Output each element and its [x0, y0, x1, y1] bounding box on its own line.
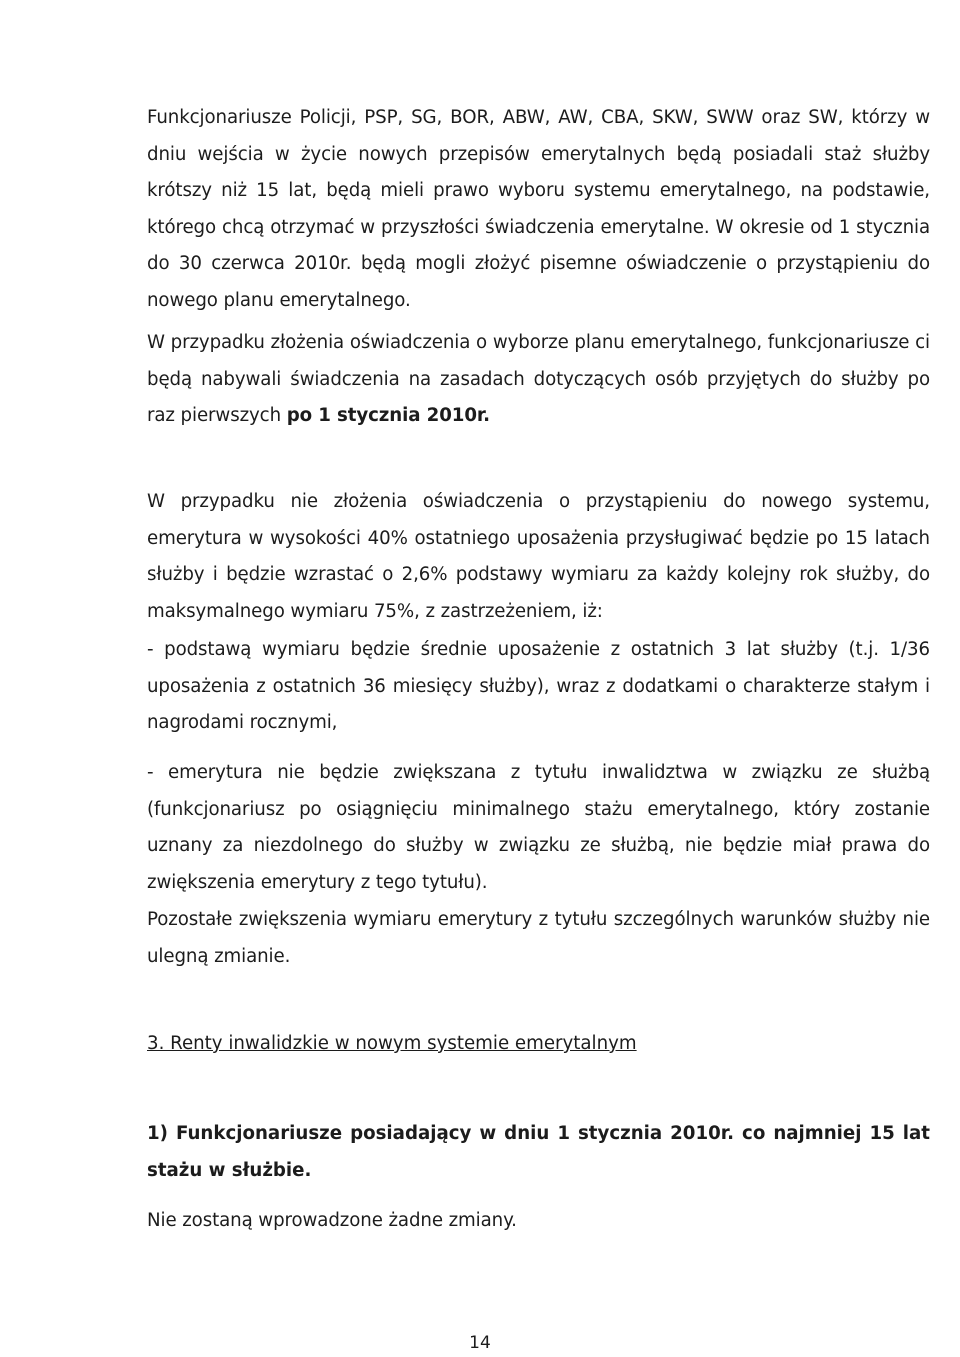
paragraph-choice-text: W przypadku złożenia oświadczenia o wyborze planu emerytalnego, funkcjonariusze ci będą nabywali świadczenia na zasadach dotyczących osób przyjętych do służby po raz pierwszych	[147, 332, 930, 426]
list-item-disability: - emerytura nie będzie zwiększana z tytułu inwalidztwa w związku ze służbą (funkcjonariusz po osiągnięciu minimalnego stażu emerytalnego, który zostanie uznany za niezdolnego do służby w związku ze służbą, nie będzie miał prawa do zwiększenia emerytury z tego tytułu).	[147, 762, 930, 893]
section-heading: 3. Renty inwalidzkie w nowym systemie emerytalnym	[147, 1033, 637, 1054]
paragraph-other-increases: Pozostałe zwiększenia wymiaru emerytury z tytułu szczególnych warunków służby nie ulegną zmianie.	[147, 909, 930, 967]
paragraph-no-declaration: W przypadku nie złożenia oświadczenia o przystąpieniu do nowego systemu, emerytura w wysokości 40% ostatniego uposażenia przysługiwać będzie po 15 latach służby i będzie wzrastać o 2,6% podstawy wymiaru za każdy kolejny rok służby, do maksymalnego wymiaru 75%, z zastrzeżeniem, iż:	[147, 491, 930, 622]
paragraph-choice	[147, 325, 930, 435]
page-number: 14	[469, 1333, 491, 1353]
paragraph-eligibility: Funkcjonariusze Policji, PSP, SG, BOR, ABW, AW, CBA, SKW, SWW oraz SW, którzy w dniu wejścia w życie nowych przepisów emerytalnych będą posiadali staż służby krótszy niż 15 lat, będą mieli prawo wyboru systemu emerytalnego, na podstawie, którego chcą otrzymać w przyszłości świadczenia emerytalne. W okresie od 1 stycznia do 30 czerwca 2010r. będą mogli złożyć pisemne oświadczenie o przystąpieniu do nowego planu emerytalnego.	[147, 107, 930, 311]
subheading: 1) Funkcjonariusze posiadający w dniu 1 stycznia 2010r. co najmniej 15 lat stażu w służbie.	[147, 1123, 930, 1181]
list-item-basis: - podstawą wymiaru będzie średnie uposażenie z ostatnich 3 lat służby (t.j. 1/36 uposażenia z ostatnich 36 miesięcy służby), wraz z dodatkami o charakterze stałym i nagrodami rocznymi,	[147, 639, 930, 733]
paragraph-no-changes: Nie zostaną wprowadzone żadne zmiany.	[147, 1210, 517, 1231]
paragraph-choice-date: po 1 stycznia 2010r.	[286, 405, 490, 426]
